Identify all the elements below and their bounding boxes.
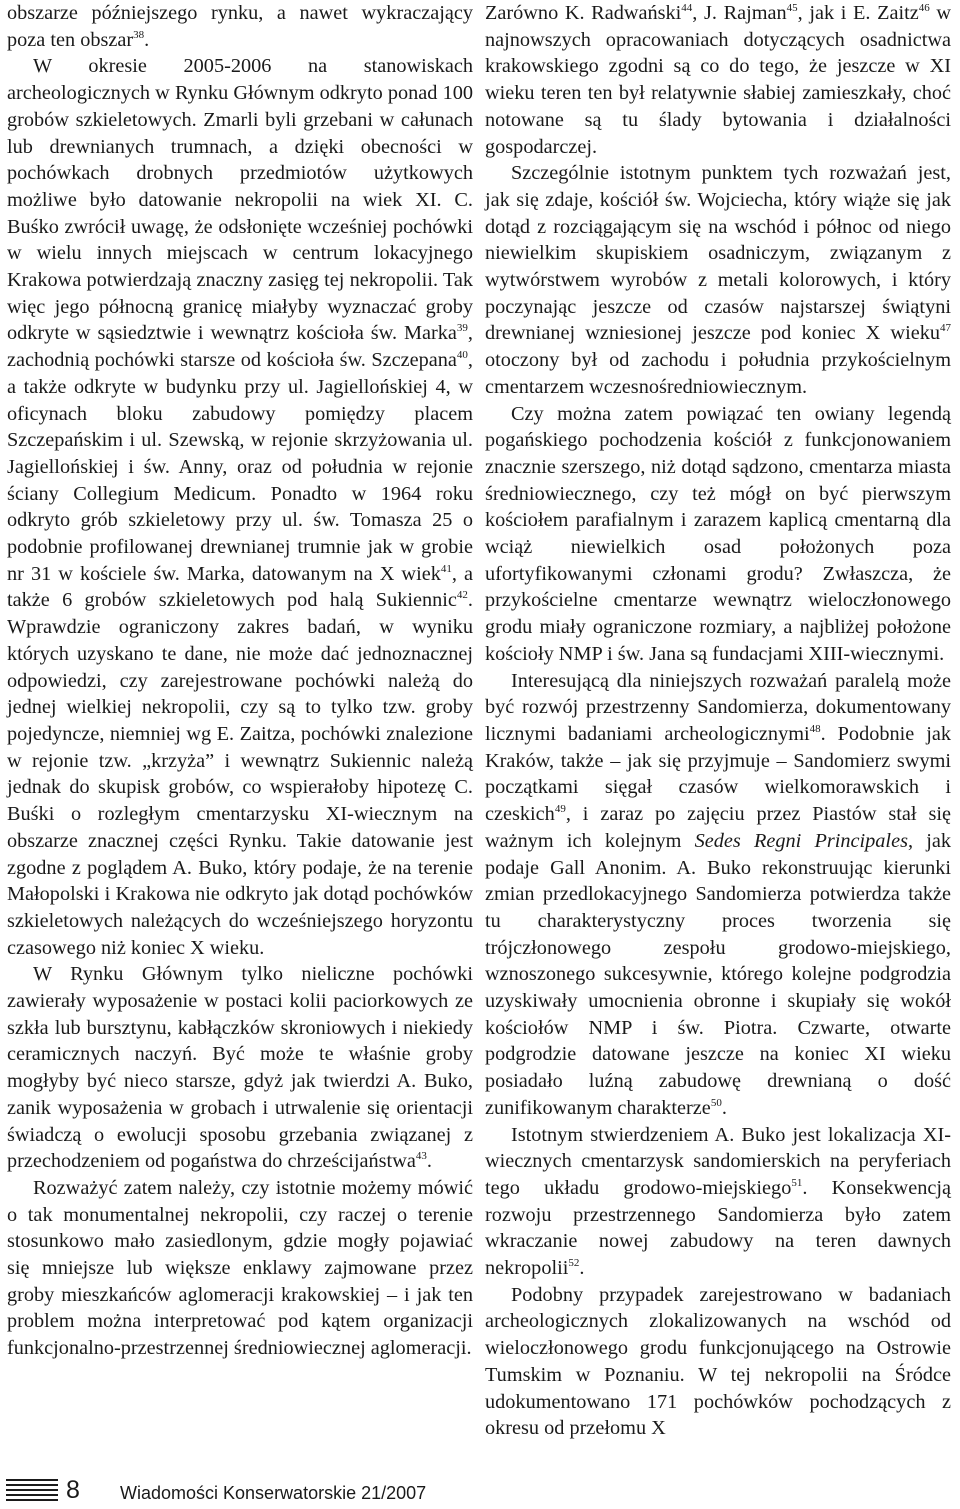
paragraph: Istotnym stwierdzeniem A. Buko jest lokalizacja XI-wiecznych cmentarzysk sandomierskich na peryferiach tego układu grodowo-miejskiego$^{51}$. Konsekwencją rozwoju przestrzennego Sandomierza było zatem wkraczanie nowej zabudowy na teren dawnych nekropolii$^{52}$. [485,1123,951,1280]
page-footer [0,1476,600,1506]
footnote-ref[interactable]: 45 [786,2,798,15]
footnote-ref[interactable]: 48 [809,723,821,736]
footnote-ref[interactable]: 42 [456,589,468,602]
paragraph: Podobny przypadek zarejestrowano w badaniach archeologicznych zlokalizowanych na wschód od wieloczłonowego grodu funkcjonującego na Ostrowie Tumskim w Poznaniu. W tej nekropolii na Śródce udokumentowano 171 pochówków pochodzących z okresu od przełomu X [485,1283,951,1440]
right-column [485,0,951,1442]
footnote-ref[interactable]: 50 [710,1097,722,1110]
paragraph: Rozważyć zatem należy, czy istotnie możemy mówić o tak monumentalnej nekropolii, czy raczej o terenie stosunkowo mało zasiedlonym, gdzie mogły pojawiać się mniejsze lub większe enklawy zajmowane przez groby mieszkańców aglomeracji krakowskiej – i jak ten problem można interpretować pod kątem organizacji funkcjonalno-przestrzennej średniowiecznej aglomeracji. [7,1176,473,1360]
italic-title: Sedes Regni Principales [694,829,908,852]
paragraph: Czy można zatem powiązać ten owiany legendą pogańskiego pochodzenia kościół z funkcjonowaniem znacznie szerszego, niż dotąd sądzono, cmentarza miasta średniowiecznego, czy też mógł on być pierwszym kościołem parafialnym i zarazem kaplicą cmentarną dla wciąż niewielkich osad położonych poza ufortyfikowanymi członami grodu? Zwłaszcza, że przykościelne cmentarze wewnątrz wieloczłonowego grodu miały ograniczone rozmiary, a najbliżej położone kościoły NMP i św. Jana są fundacjami XIII-wiecznymi. [485,402,951,665]
paragraph: Zarówno K. Radwański$^{44}$, J. Rajman$^{45}$, jak i E. Zaitz$^{46}$ w najnowszych opracowaniach dotyczących osadnictwa krakowskiego zgodni są co do tego, że jeszcze w XI wieku teren ten był relatywnie słabiej zamieszkały, choć notowane są tu ślady bytowania i działalności gospodarczej. [485,2,951,158]
paragraph: W okresie 2005-2006 na stanowiskach archeologicznych w Rynku Głównym odkryto ponad 100 grobów szkieletowych. Zmarli byli grzebani w całunach lub drewnianych trumnach, a dzięki obecności w pochówkach drobnych przedmiotów użytkowych możliwe było datowanie nekropolii na wiek XI. C. Buśko zwrócił uwagę, że odsłonięte wcześniej pochówki w wielu innych miejscach w centrum lokacyjnego Krakowa potwierdzają znaczny zasięg tej nekropolii. Tak więc jego północną granicę miałyby wyznaczać groby odkryte w sąsiedztwie i wewnątrz kościoła św. Marka$^{39}$, zachodnią pochówki starsze od kościoła św. Szczepana$^{40}$, a także odkryte w budynku przy ul. Jagiellońskiej 4, w oficynach bloku zabudowy pomiędzy placem Szczepańskim i ul. Szewską, w rejonie skrzyżowania ul. Jagiellońskiej i św. Anny, oraz od południa w rejonie ściany Collegium Medicum. Ponadto w 1964 roku odkryto grób szkieletowy przy ul. św. Tomasza 25 o podobnie profilowanej drewnianej trumnie jak w grobie nr 31 w kościele św. Marka, datowanym na X wiek$^{41}$, a także 6 grobów szkieletowych pod halą Sukiennic$^{42}$. Wprawdzie ograniczony zakres badań, w wyniku których uzyskano te dane, nie może dać jednoznacznej odpowiedzi, czy zarejestrowane pochówki należą do jednej wielkiej nekropolii, czy są to tylko tzw. groby pojedyncze, niemniej wg E. Zaitza, pochówki znalezione w rejonie tzw. „krzyża” i wewnątrz Sukiennic należą jednak do skupisk grobów, co wspierałoby hipotezę C. Buśki o rozległym cmentarzysku XI-wiecznym na obszarze znacznej części Rynku. Takie datowanie jest zgodne z poglądem A. Buko, który podaje, że na terenie Małopolski i Krakowa nie odkryto jak dotąd pochówków szkieletowych należących do wcześniejszego horyzontu czasowego niż koniec X wieku. [7,55,473,959]
journal-title: Wiadomości Konserwatorskie 21/2007 [120,1483,427,1503]
paragraph: Interesującą dla niniejszych rozważań paralelą może być rozwój przestrzenny Sandomierza, dokumentowany licznymi badaniami archeologicznymi$^{48}$. Podobnie jak Kraków, także – jak się przyjmuje – Sandomierz swymi początkami sięgał czasów wielkomorawskich i czeskich$^{49}$, i zaraz po zajęciu przez Piastów stał się ważnym ich kolejnym Sedes Regni Principales, jak podaje Gall Anonim. A. Buko rekonstruując kierunki zmian przedlokacyjnego Sandomierza potwierdza także tu charakterystyczny proces tworzenia się trójczłonowego zespołu grodowo-miejskiego, wznoszonego sukcesywnie, którego kolejne podgrodzia uzyskiwały umocnienia obronne i skupiały się wokół kościołów NMP i św. Piotra. Czwarte, otwarte podgrodzie datowane jeszcze na koniec XI wieku posiadało luźną zabudowę drewnianą o dość zunifikowanym charakterze$^{50}$. [485,669,951,1119]
footnote-ref[interactable]: 39 [456,322,468,335]
footnote-ref[interactable]: 51 [791,1177,803,1190]
decorative-lines-icon [6,1479,58,1501]
footnote-ref[interactable]: 41 [440,563,452,575]
paragraph: Szczególnie istotnym punktem tych rozważań jest, jak się zdaje, kościół św. Wojciecha, który wiąże się jak dotąd z rozciągającym się na wschód i północ od niego niewielkim skupiskiem osadniczym, związanym z wytwórstwem wyrobów z metali kolorowych, i który poczynając jeszcze od czasów najstarszej świątyni drewnianej wzniesionej jeszcze pod koniec X wieku$^{47}$ otoczony był od zachodu i południa przykościelnym cmentarzem wczesnośredniowiecznym. [485,162,951,398]
left-column [7,0,473,1362]
page-number: 8 [66,1476,80,1504]
footnote-ref[interactable]: 49 [554,803,566,816]
footnote-ref[interactable]: 38 [133,28,145,41]
paragraph: W Rynku Głównym tylko nieliczne pochówki zawierały wyposażenie w postaci kolii paciorkowych ze szkła lub bursztynu, kabłączków skroniowych i niekiedy ceramicznych naczyń. Być może te właśnie groby mogłyby być nieco starsze, gdyż jak twierdzi A. Buko, zanik wyposażenia w grobach i utrwalenie się orientacji świadczą o ewolucji sposobu grzebania związanej z przechodzeniem od pogaństwa do chrześcijaństwa$^{43}$. [7,963,473,1173]
footnote-ref[interactable]: 47 [940,322,951,335]
footnote-ref[interactable]: 44 [681,2,693,15]
paragraph: obszarze późniejszego rynku, a nawet wykraczający poza ten obszar$^{38}$. [7,2,473,51]
footnote-ref[interactable]: 43 [415,1150,427,1163]
footnote-ref[interactable]: 46 [918,2,930,15]
footnote-ref[interactable]: 52 [568,1257,580,1270]
footnote-ref[interactable]: 40 [456,349,468,362]
